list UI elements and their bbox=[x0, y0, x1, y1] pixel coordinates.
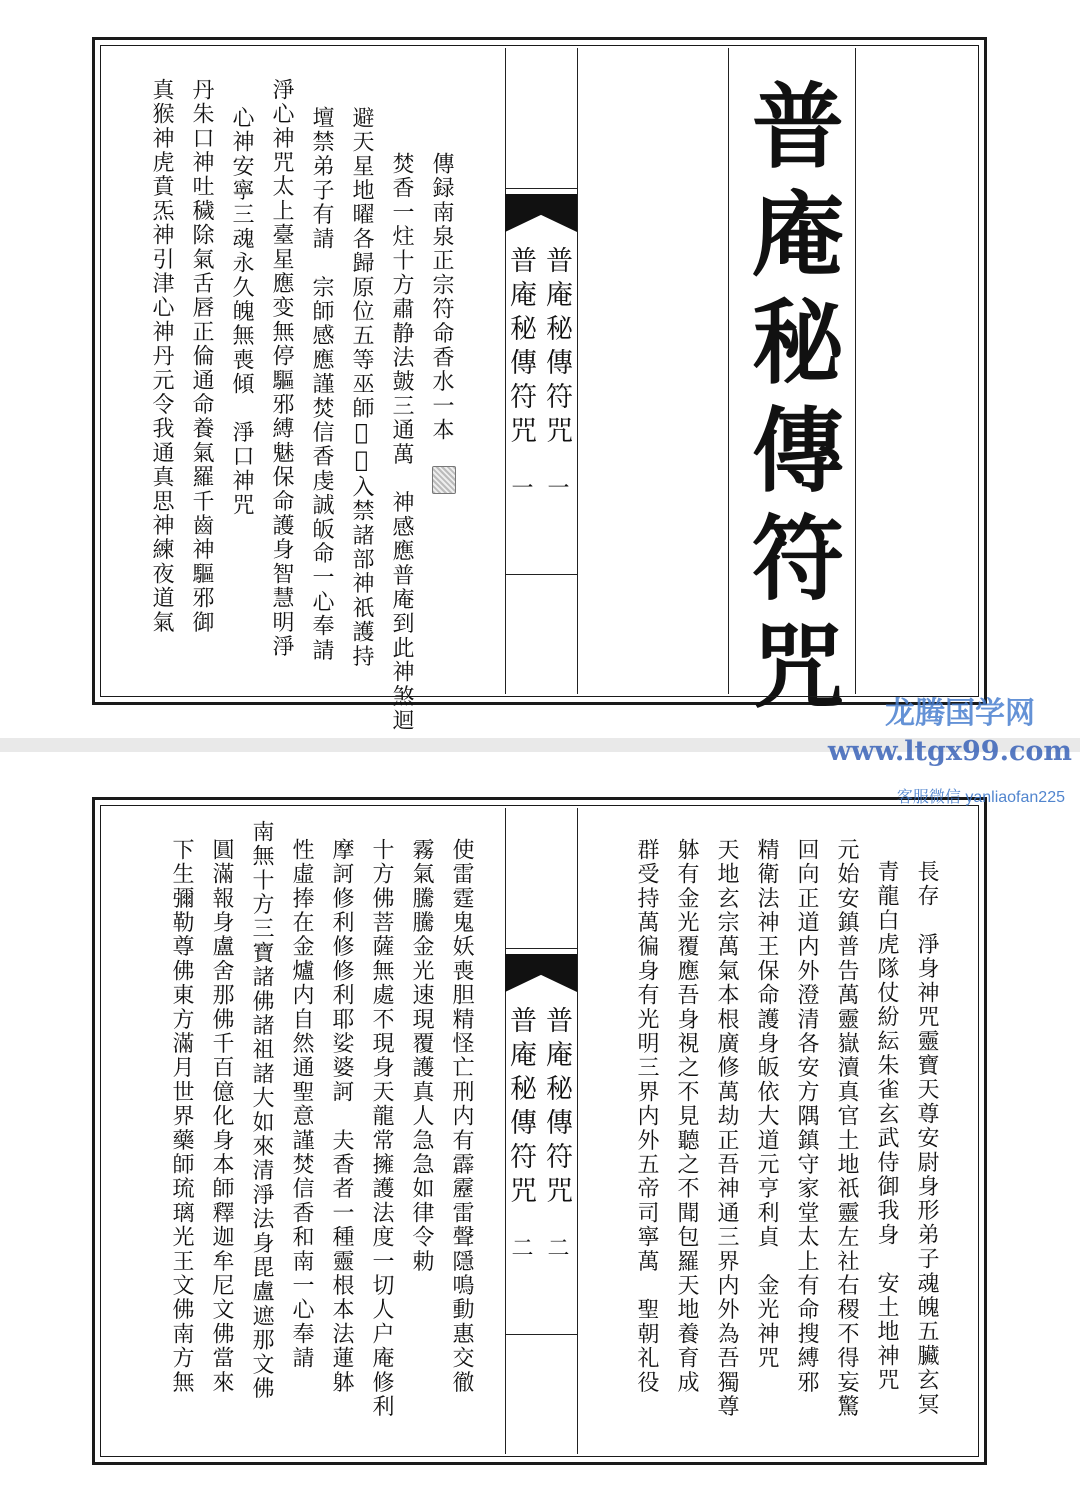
fishtail-mark bbox=[505, 954, 577, 992]
spine-title: 普庵秘傳符咒 bbox=[541, 1006, 572, 1210]
fishtail-mark bbox=[505, 194, 577, 232]
text-column: 淨心神咒太上臺星應变無停驅邪縛魅保命護身智慧明淨 bbox=[269, 78, 294, 659]
spine-title-lower: 普庵秘傳符咒 bbox=[505, 246, 536, 450]
page-number-lower: 一 bbox=[508, 476, 533, 498]
spine-bottom-line bbox=[505, 1334, 577, 1335]
text-column: 避天星地曜各歸原位五等巫師𩲸𩲸入禁諸部神祇護持 bbox=[349, 106, 374, 669]
spine-top-line bbox=[505, 948, 577, 949]
text-column: 下生彌勒尊佛東方滿月世界藥師琉璃光王文佛南方無 bbox=[169, 838, 194, 1395]
text-column: 南無十方三寶諸佛諸祖諸大如來清淨法身毘盧遮那文佛 bbox=[249, 820, 274, 1401]
text-column: 丹朱口神吐穢除氣舌唇正倫通命養氣羅千齒神驅邪御 bbox=[189, 78, 214, 635]
page-2 bbox=[92, 797, 987, 1465]
watermark-title: 龙腾国学网 bbox=[885, 697, 1035, 730]
spine-title-lower: 普庵秘傳符咒 bbox=[505, 1006, 536, 1210]
spine-top-line bbox=[505, 188, 577, 189]
text-column: 回向正道内外澄清各安方隅鎮守家堂太上有命搜縛邪 bbox=[794, 838, 819, 1395]
spine-rule-right bbox=[577, 808, 578, 1454]
page-number-lower: 二 bbox=[508, 1236, 533, 1258]
text-column: 真猴神虎賁炁神引津心神丹元令我通真思神練夜道氣 bbox=[149, 78, 174, 635]
watermark-contact: 客服微信 yanliaofan225 bbox=[896, 789, 1065, 806]
text-column: 青龍白虎隊仗紛紜朱雀玄武侍御我身 安土地神咒 bbox=[874, 860, 899, 1393]
spine-bottom-line bbox=[505, 574, 577, 575]
page-number: 一 bbox=[544, 476, 569, 498]
text-column: 圓滿報身盧舍那佛千百億化身本師釋迦牟尼文佛當來 bbox=[209, 838, 234, 1395]
text-column: 使雷霆鬼妖喪胆精怪亡刑内有霹靂雷聲隱鳴動惠交徹 bbox=[449, 838, 474, 1395]
text-column: 摩訶修利修修利耶娑婆訶 夫香者一種靈根本法蓮躰 bbox=[329, 838, 354, 1395]
text-column: 精衛法神王保命護身皈依大道元亨利貞 金光神咒 bbox=[754, 838, 779, 1371]
text-column: 性虛捧在金爐内自然通聖意謹焚信香和南一心奉請 bbox=[289, 838, 314, 1371]
text-column: 焚香一炷十方肅静法皷三通萬 神感應普庵到此神煞迴 bbox=[389, 152, 414, 733]
spine-rule-right bbox=[577, 48, 578, 694]
watermark-url[interactable]: www.ltgx99.com bbox=[827, 736, 1072, 767]
text-column: 心神安寧三魂永久魄無喪傾 淨口神咒 bbox=[229, 106, 254, 518]
seal-stamp bbox=[432, 466, 456, 494]
text-column: 長存 淨身神咒靈寶天尊安尉身形弟子魂魄五臟玄冥 bbox=[914, 860, 939, 1417]
text-column: 群受持萬徧身有光明三界内外五帝司寧萬 聖朝礼役 bbox=[634, 838, 659, 1395]
text-column: 躰有金光覆應吾身視之不見聽之不聞包羅天地養育成 bbox=[674, 838, 699, 1395]
text-column: 壇禁弟子有請 宗師感應謹焚信香虔誠皈命一心奉請 bbox=[309, 106, 334, 663]
title-rule-left bbox=[728, 48, 729, 694]
text-column: 元始安鎮普告萬靈嶽瀆真官土地祇靈左社右稷不得妄驚 bbox=[834, 838, 859, 1419]
text-column: 傳録南泉正宗符命香水一本 bbox=[429, 152, 454, 443]
spine-title: 普庵秘傳符咒 bbox=[541, 246, 572, 450]
page-number: 二 bbox=[544, 1236, 569, 1258]
text-column: 霧氣騰騰金光速現覆護真人急急如律令勅 bbox=[409, 838, 434, 1274]
text-column: 十方佛菩薩無處不現身天龍常擁護法度一切人户庵修利 bbox=[369, 838, 394, 1419]
title-rule-right bbox=[855, 48, 856, 694]
book-title: 普庵秘傳符咒 bbox=[737, 78, 845, 726]
text-column: 天地玄宗萬氣本根廣修萬劫正吾神通三界内外為吾獨尊 bbox=[714, 838, 739, 1419]
